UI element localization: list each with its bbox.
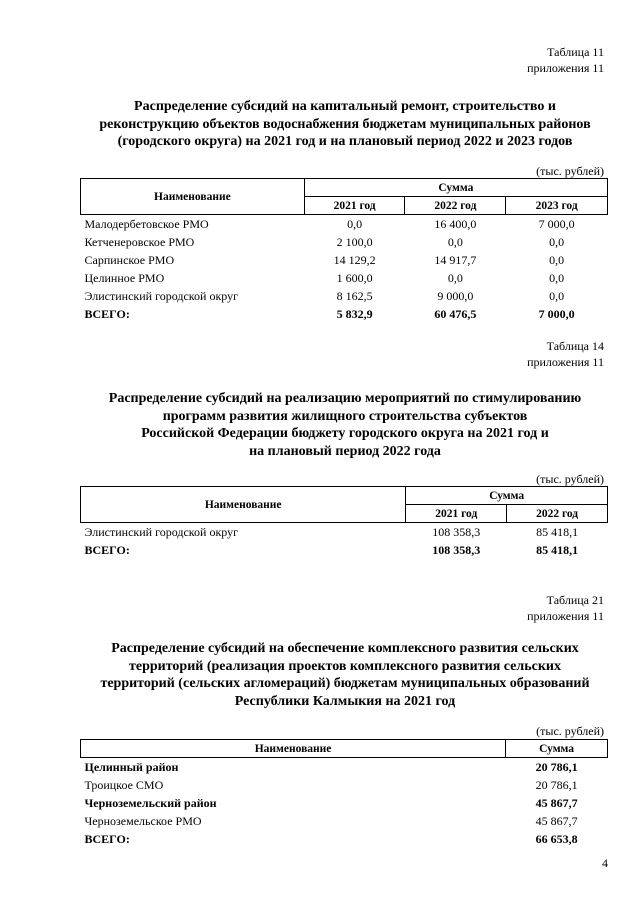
total-label: ВСЕГО: bbox=[84, 832, 130, 846]
total-value: 66 653,8 bbox=[535, 832, 578, 846]
total-row bbox=[81, 541, 608, 559]
row-value: 0,0 bbox=[549, 271, 565, 285]
table-row bbox=[81, 758, 608, 777]
table-row bbox=[81, 251, 608, 269]
table-row bbox=[81, 233, 608, 251]
ref-table-number: Таблица 14 bbox=[546, 339, 604, 353]
row-value: 45 867,7 bbox=[535, 814, 578, 828]
column-header-year: 2022 год bbox=[507, 505, 608, 523]
table-21-title bbox=[80, 640, 610, 710]
row-name: Малодербетовское РМО bbox=[84, 217, 209, 231]
title-line: программ развития жилищного строительства субъектов bbox=[162, 408, 528, 424]
ref-appendix: приложения 11 bbox=[527, 355, 604, 369]
table-row bbox=[81, 812, 608, 830]
row-name: Троицкое СМО bbox=[84, 778, 164, 792]
title-line: на плановый период 2022 года bbox=[249, 443, 441, 459]
row-name: Кетченеровское РМО bbox=[84, 235, 195, 249]
total-value: 5 832,9 bbox=[336, 307, 373, 321]
title-line: Российской Федерации бюджету городского округа на 2021 год и bbox=[141, 426, 549, 441]
table-row bbox=[81, 523, 608, 542]
row-value: 0,0 bbox=[447, 235, 463, 249]
row-value: 14 129,2 bbox=[333, 253, 376, 267]
total-value: 7 000,0 bbox=[538, 307, 575, 321]
column-header-year: 2023 год bbox=[506, 197, 608, 215]
total-row bbox=[81, 830, 608, 848]
table-row bbox=[81, 287, 608, 305]
ref-appendix: приложения 11 bbox=[527, 609, 604, 623]
unit-label: (тыс. рублей) bbox=[536, 472, 604, 486]
row-name: Элистинский городской округ bbox=[84, 289, 239, 303]
column-header-sum: Сумма bbox=[506, 740, 608, 758]
row-value: 0,0 bbox=[549, 289, 565, 303]
table-14-title bbox=[80, 390, 610, 460]
ref-appendix: приложения 11 bbox=[527, 61, 604, 75]
column-header-name: Наименование bbox=[81, 740, 506, 758]
row-name: Черноземельский район bbox=[84, 796, 217, 810]
row-value: 0,0 bbox=[549, 253, 565, 267]
table-11 bbox=[80, 178, 608, 323]
table-row bbox=[81, 794, 608, 812]
total-label: ВСЕГО: bbox=[84, 307, 130, 321]
title-line: реконструкцию объектов водоснабжения бюджетам муниципальных районов bbox=[99, 116, 591, 132]
row-value: 45 867,7 bbox=[535, 796, 578, 810]
row-value: 16 400,0 bbox=[434, 217, 477, 231]
title-line: Распределение субсидий на капитальный ремонт, строительство и bbox=[134, 99, 556, 114]
row-name: Целинное РМО bbox=[84, 271, 165, 285]
title-line: Республики Калмыкия на 2021 год bbox=[234, 693, 456, 709]
title-line: территорий (сельских агломераций) бюджетам муниципальных образований bbox=[100, 676, 590, 691]
row-value: 0,0 bbox=[549, 235, 565, 249]
row-value: 20 786,1 bbox=[535, 778, 578, 792]
row-value: 0,0 bbox=[347, 217, 363, 231]
title-line: территорий (реализация проектов комплексного развития сельских bbox=[129, 658, 561, 674]
table-row bbox=[81, 776, 608, 794]
table-row bbox=[81, 269, 608, 287]
row-value: 8 162,5 bbox=[336, 289, 373, 303]
title-line: (городского округа) на 2021 год и на плановый период 2022 и 2023 годов bbox=[117, 134, 573, 149]
row-value: 85 418,1 bbox=[536, 525, 579, 539]
unit-label: (тыс. рублей) bbox=[536, 164, 604, 178]
table-11-reference bbox=[527, 44, 604, 76]
row-value: 7 000,0 bbox=[538, 217, 575, 231]
row-name: Целинный район bbox=[84, 760, 179, 774]
total-value: 85 418,1 bbox=[536, 543, 579, 557]
row-value: 0,0 bbox=[447, 271, 463, 285]
table-14-reference bbox=[527, 338, 604, 370]
row-name: Черноземельское РМО bbox=[84, 814, 202, 828]
row-name: Сарпинское РМО bbox=[84, 253, 175, 267]
ref-table-number: Таблица 11 bbox=[547, 45, 604, 59]
row-value: 1 600,0 bbox=[336, 271, 373, 285]
total-row bbox=[81, 305, 608, 323]
page-number: 4 bbox=[602, 856, 608, 870]
table-21-reference bbox=[527, 592, 604, 624]
column-header-sum: Сумма bbox=[406, 487, 608, 505]
column-header-year: 2022 год bbox=[405, 197, 506, 215]
total-value: 60 476,5 bbox=[434, 307, 477, 321]
ref-table-number: Таблица 21 bbox=[546, 593, 604, 607]
column-header-year: 2021 год bbox=[304, 197, 405, 215]
title-line: Распределение субсидий на обеспечение комплексного развития сельских bbox=[111, 641, 579, 656]
row-value: 9 000,0 bbox=[437, 289, 474, 303]
column-header-name: Наименование bbox=[81, 179, 305, 215]
table-21 bbox=[80, 739, 608, 848]
column-header-name: Наименование bbox=[81, 487, 406, 523]
total-value: 108 358,3 bbox=[432, 543, 481, 557]
title-line: Распределение субсидий на реализацию мероприятий по стимулированию bbox=[108, 391, 582, 406]
row-value: 2 100,0 bbox=[336, 235, 373, 249]
table-row bbox=[81, 215, 608, 234]
row-value: 20 786,1 bbox=[535, 760, 578, 774]
row-value: 14 917,7 bbox=[434, 253, 477, 267]
column-header-year: 2021 год bbox=[406, 505, 507, 523]
unit-label: (тыс. рублей) bbox=[536, 724, 604, 738]
total-label: ВСЕГО: bbox=[84, 543, 130, 557]
row-value: 108 358,3 bbox=[432, 525, 481, 539]
column-header-sum: Сумма bbox=[304, 179, 607, 197]
row-name: Элистинский городской округ bbox=[84, 525, 239, 539]
table-14 bbox=[80, 486, 608, 559]
table-11-title bbox=[80, 98, 610, 151]
